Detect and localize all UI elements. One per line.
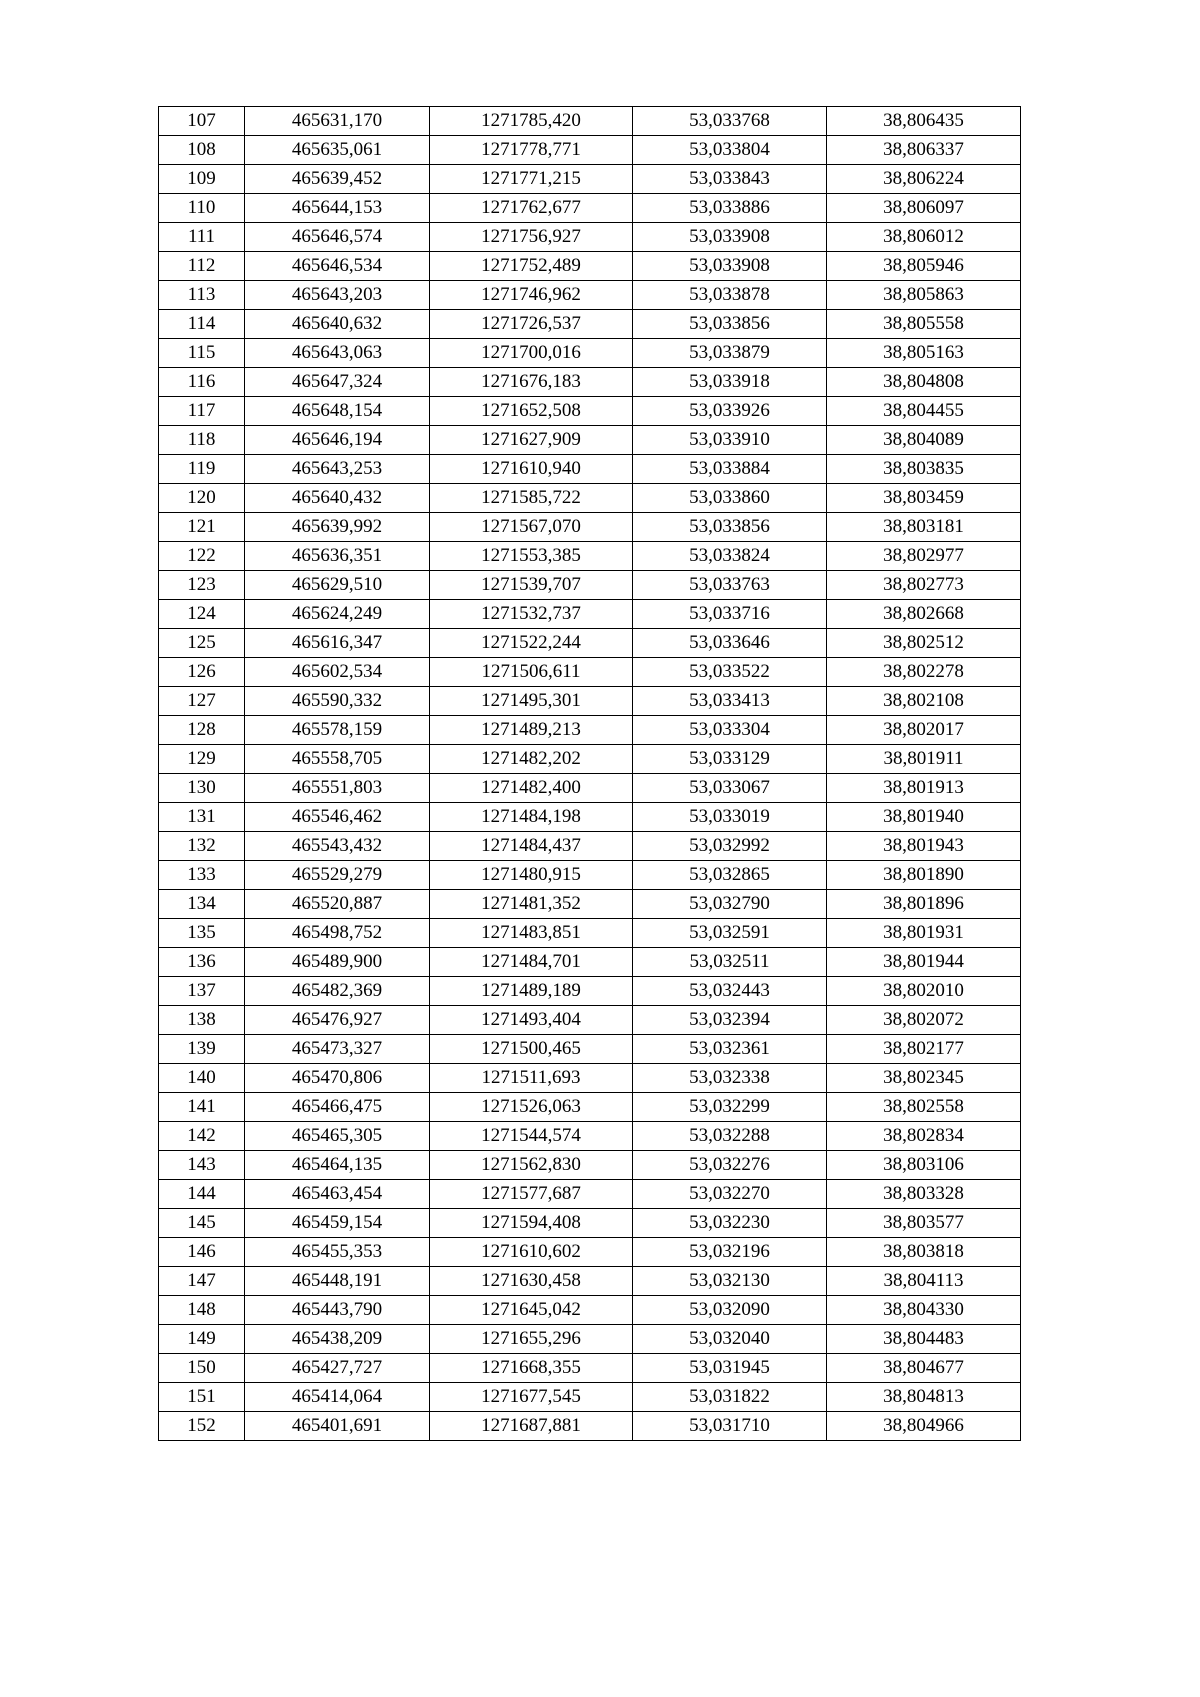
- y-coordinate-cell: 1271484,701: [430, 948, 633, 977]
- y-coordinate-cell: 1271700,016: [430, 339, 633, 368]
- point-number-cell: 139: [159, 1035, 245, 1064]
- latitude-cell: 53,033129: [633, 745, 827, 774]
- table-row: [159, 1180, 1021, 1209]
- longitude-cell: 38,802558: [827, 1093, 1021, 1122]
- point-number-cell: 124: [159, 600, 245, 629]
- latitude-cell: 53,032394: [633, 1006, 827, 1035]
- x-coordinate-cell: 465631,170: [245, 107, 430, 136]
- latitude-cell: 53,033926: [633, 397, 827, 426]
- latitude-cell: 53,033878: [633, 281, 827, 310]
- longitude-cell: 38,803328: [827, 1180, 1021, 1209]
- point-number-cell: 108: [159, 136, 245, 165]
- x-coordinate-cell: 465590,332: [245, 687, 430, 716]
- table-row: [159, 890, 1021, 919]
- latitude-cell: 53,033918: [633, 368, 827, 397]
- longitude-cell: 38,802977: [827, 542, 1021, 571]
- longitude-cell: 38,803459: [827, 484, 1021, 513]
- y-coordinate-cell: 1271752,489: [430, 252, 633, 281]
- table-row: [159, 977, 1021, 1006]
- table-row: [159, 397, 1021, 426]
- longitude-cell: 38,804677: [827, 1354, 1021, 1383]
- latitude-cell: 53,032276: [633, 1151, 827, 1180]
- latitude-cell: 53,033804: [633, 136, 827, 165]
- y-coordinate-cell: 1271627,909: [430, 426, 633, 455]
- point-number-cell: 148: [159, 1296, 245, 1325]
- y-coordinate-cell: 1271532,737: [430, 600, 633, 629]
- longitude-cell: 38,802010: [827, 977, 1021, 1006]
- y-coordinate-cell: 1271484,437: [430, 832, 633, 861]
- latitude-cell: 53,033413: [633, 687, 827, 716]
- y-coordinate-cell: 1271484,198: [430, 803, 633, 832]
- coordinates-table-body: [159, 107, 1021, 1441]
- y-coordinate-cell: 1271677,545: [430, 1383, 633, 1412]
- point-number-cell: 138: [159, 1006, 245, 1035]
- x-coordinate-cell: 465482,369: [245, 977, 430, 1006]
- table-row: [159, 252, 1021, 281]
- latitude-cell: 53,032230: [633, 1209, 827, 1238]
- point-number-cell: 130: [159, 774, 245, 803]
- x-coordinate-cell: 465464,135: [245, 1151, 430, 1180]
- latitude-cell: 53,032288: [633, 1122, 827, 1151]
- coordinates-table: [158, 106, 1021, 1441]
- x-coordinate-cell: 465489,900: [245, 948, 430, 977]
- longitude-cell: 38,802072: [827, 1006, 1021, 1035]
- x-coordinate-cell: 465465,305: [245, 1122, 430, 1151]
- table-row: [159, 629, 1021, 658]
- table-row: [159, 426, 1021, 455]
- y-coordinate-cell: 1271676,183: [430, 368, 633, 397]
- x-coordinate-cell: 465463,454: [245, 1180, 430, 1209]
- latitude-cell: 53,032196: [633, 1238, 827, 1267]
- longitude-cell: 38,802834: [827, 1122, 1021, 1151]
- latitude-cell: 53,032511: [633, 948, 827, 977]
- table-row: [159, 1122, 1021, 1151]
- latitude-cell: 53,033856: [633, 310, 827, 339]
- point-number-cell: 122: [159, 542, 245, 571]
- y-coordinate-cell: 1271746,962: [430, 281, 633, 310]
- longitude-cell: 38,803818: [827, 1238, 1021, 1267]
- latitude-cell: 53,033910: [633, 426, 827, 455]
- x-coordinate-cell: 465551,803: [245, 774, 430, 803]
- latitude-cell: 53,033886: [633, 194, 827, 223]
- x-coordinate-cell: 465644,153: [245, 194, 430, 223]
- point-number-cell: 113: [159, 281, 245, 310]
- y-coordinate-cell: 1271482,202: [430, 745, 633, 774]
- x-coordinate-cell: 465466,475: [245, 1093, 430, 1122]
- point-number-cell: 145: [159, 1209, 245, 1238]
- longitude-cell: 38,805163: [827, 339, 1021, 368]
- y-coordinate-cell: 1271522,244: [430, 629, 633, 658]
- longitude-cell: 38,805558: [827, 310, 1021, 339]
- table-row: [159, 948, 1021, 977]
- table-row: [159, 165, 1021, 194]
- y-coordinate-cell: 1271762,677: [430, 194, 633, 223]
- longitude-cell: 38,806337: [827, 136, 1021, 165]
- x-coordinate-cell: 465640,432: [245, 484, 430, 513]
- point-number-cell: 128: [159, 716, 245, 745]
- latitude-cell: 53,032361: [633, 1035, 827, 1064]
- x-coordinate-cell: 465438,209: [245, 1325, 430, 1354]
- longitude-cell: 38,806224: [827, 165, 1021, 194]
- point-number-cell: 120: [159, 484, 245, 513]
- latitude-cell: 53,033763: [633, 571, 827, 600]
- table-row: [159, 281, 1021, 310]
- point-number-cell: 111: [159, 223, 245, 252]
- latitude-cell: 53,033884: [633, 455, 827, 484]
- table-row: [159, 107, 1021, 136]
- x-coordinate-cell: 465636,351: [245, 542, 430, 571]
- table-row: [159, 339, 1021, 368]
- y-coordinate-cell: 1271483,851: [430, 919, 633, 948]
- longitude-cell: 38,804089: [827, 426, 1021, 455]
- table-row: [159, 1383, 1021, 1412]
- y-coordinate-cell: 1271489,189: [430, 977, 633, 1006]
- longitude-cell: 38,805946: [827, 252, 1021, 281]
- y-coordinate-cell: 1271489,213: [430, 716, 633, 745]
- table-row: [159, 919, 1021, 948]
- point-number-cell: 123: [159, 571, 245, 600]
- latitude-cell: 53,033856: [633, 513, 827, 542]
- point-number-cell: 135: [159, 919, 245, 948]
- latitude-cell: 53,033879: [633, 339, 827, 368]
- longitude-cell: 38,802278: [827, 658, 1021, 687]
- y-coordinate-cell: 1271778,771: [430, 136, 633, 165]
- y-coordinate-cell: 1271562,830: [430, 1151, 633, 1180]
- latitude-cell: 53,033522: [633, 658, 827, 687]
- x-coordinate-cell: 465476,927: [245, 1006, 430, 1035]
- table-row: [159, 832, 1021, 861]
- table-row: [159, 571, 1021, 600]
- latitude-cell: 53,033908: [633, 223, 827, 252]
- y-coordinate-cell: 1271726,537: [430, 310, 633, 339]
- latitude-cell: 53,032591: [633, 919, 827, 948]
- y-coordinate-cell: 1271594,408: [430, 1209, 633, 1238]
- y-coordinate-cell: 1271480,915: [430, 861, 633, 890]
- point-number-cell: 121: [159, 513, 245, 542]
- point-number-cell: 112: [159, 252, 245, 281]
- y-coordinate-cell: 1271610,602: [430, 1238, 633, 1267]
- longitude-cell: 38,802668: [827, 600, 1021, 629]
- longitude-cell: 38,802177: [827, 1035, 1021, 1064]
- point-number-cell: 107: [159, 107, 245, 136]
- longitude-cell: 38,801913: [827, 774, 1021, 803]
- x-coordinate-cell: 465473,327: [245, 1035, 430, 1064]
- longitude-cell: 38,801890: [827, 861, 1021, 890]
- point-number-cell: 114: [159, 310, 245, 339]
- table-row: [159, 513, 1021, 542]
- longitude-cell: 38,803181: [827, 513, 1021, 542]
- x-coordinate-cell: 465498,752: [245, 919, 430, 948]
- point-number-cell: 129: [159, 745, 245, 774]
- latitude-cell: 53,033646: [633, 629, 827, 658]
- y-coordinate-cell: 1271785,420: [430, 107, 633, 136]
- y-coordinate-cell: 1271652,508: [430, 397, 633, 426]
- table-row: [159, 136, 1021, 165]
- latitude-cell: 53,032090: [633, 1296, 827, 1325]
- y-coordinate-cell: 1271630,458: [430, 1267, 633, 1296]
- table-row: [159, 1064, 1021, 1093]
- latitude-cell: 53,031822: [633, 1383, 827, 1412]
- x-coordinate-cell: 465643,203: [245, 281, 430, 310]
- x-coordinate-cell: 465629,510: [245, 571, 430, 600]
- point-number-cell: 146: [159, 1238, 245, 1267]
- table-row: [159, 1093, 1021, 1122]
- x-coordinate-cell: 465646,574: [245, 223, 430, 252]
- point-number-cell: 143: [159, 1151, 245, 1180]
- table-row: [159, 1238, 1021, 1267]
- x-coordinate-cell: 465401,691: [245, 1412, 430, 1441]
- table-row: [159, 600, 1021, 629]
- x-coordinate-cell: 465520,887: [245, 890, 430, 919]
- y-coordinate-cell: 1271645,042: [430, 1296, 633, 1325]
- table-row: [159, 1209, 1021, 1238]
- table-row: [159, 1412, 1021, 1441]
- y-coordinate-cell: 1271771,215: [430, 165, 633, 194]
- latitude-cell: 53,032040: [633, 1325, 827, 1354]
- point-number-cell: 142: [159, 1122, 245, 1151]
- point-number-cell: 126: [159, 658, 245, 687]
- x-coordinate-cell: 465635,061: [245, 136, 430, 165]
- y-coordinate-cell: 1271481,352: [430, 890, 633, 919]
- x-coordinate-cell: 465648,154: [245, 397, 430, 426]
- y-coordinate-cell: 1271567,070: [430, 513, 633, 542]
- table-row: [159, 745, 1021, 774]
- x-coordinate-cell: 465443,790: [245, 1296, 430, 1325]
- y-coordinate-cell: 1271610,940: [430, 455, 633, 484]
- table-row: [159, 1354, 1021, 1383]
- x-coordinate-cell: 465470,806: [245, 1064, 430, 1093]
- point-number-cell: 150: [159, 1354, 245, 1383]
- point-number-cell: 127: [159, 687, 245, 716]
- y-coordinate-cell: 1271511,693: [430, 1064, 633, 1093]
- x-coordinate-cell: 465455,353: [245, 1238, 430, 1267]
- point-number-cell: 149: [159, 1325, 245, 1354]
- table-row: [159, 1006, 1021, 1035]
- point-number-cell: 140: [159, 1064, 245, 1093]
- table-row: [159, 716, 1021, 745]
- point-number-cell: 115: [159, 339, 245, 368]
- latitude-cell: 53,032992: [633, 832, 827, 861]
- point-number-cell: 125: [159, 629, 245, 658]
- table-row: [159, 1267, 1021, 1296]
- point-number-cell: 137: [159, 977, 245, 1006]
- x-coordinate-cell: 465543,432: [245, 832, 430, 861]
- longitude-cell: 38,801911: [827, 745, 1021, 774]
- x-coordinate-cell: 465639,992: [245, 513, 430, 542]
- latitude-cell: 53,033019: [633, 803, 827, 832]
- latitude-cell: 53,033304: [633, 716, 827, 745]
- table-row: [159, 542, 1021, 571]
- table-row: [159, 368, 1021, 397]
- y-coordinate-cell: 1271495,301: [430, 687, 633, 716]
- y-coordinate-cell: 1271577,687: [430, 1180, 633, 1209]
- y-coordinate-cell: 1271539,707: [430, 571, 633, 600]
- point-number-cell: 151: [159, 1383, 245, 1412]
- latitude-cell: 53,032790: [633, 890, 827, 919]
- latitude-cell: 53,032338: [633, 1064, 827, 1093]
- y-coordinate-cell: 1271756,927: [430, 223, 633, 252]
- x-coordinate-cell: 465427,727: [245, 1354, 430, 1383]
- table-row: [159, 1151, 1021, 1180]
- latitude-cell: 53,032865: [633, 861, 827, 890]
- longitude-cell: 38,803106: [827, 1151, 1021, 1180]
- x-coordinate-cell: 465643,063: [245, 339, 430, 368]
- x-coordinate-cell: 465546,462: [245, 803, 430, 832]
- longitude-cell: 38,804813: [827, 1383, 1021, 1412]
- y-coordinate-cell: 1271482,400: [430, 774, 633, 803]
- x-coordinate-cell: 465529,279: [245, 861, 430, 890]
- y-coordinate-cell: 1271687,881: [430, 1412, 633, 1441]
- point-number-cell: 141: [159, 1093, 245, 1122]
- longitude-cell: 38,804483: [827, 1325, 1021, 1354]
- longitude-cell: 38,801943: [827, 832, 1021, 861]
- table-row: [159, 455, 1021, 484]
- point-number-cell: 116: [159, 368, 245, 397]
- longitude-cell: 38,801940: [827, 803, 1021, 832]
- x-coordinate-cell: 465414,064: [245, 1383, 430, 1412]
- latitude-cell: 53,033716: [633, 600, 827, 629]
- longitude-cell: 38,802773: [827, 571, 1021, 600]
- latitude-cell: 53,033908: [633, 252, 827, 281]
- longitude-cell: 38,803835: [827, 455, 1021, 484]
- point-number-cell: 109: [159, 165, 245, 194]
- y-coordinate-cell: 1271500,465: [430, 1035, 633, 1064]
- x-coordinate-cell: 465640,632: [245, 310, 430, 339]
- point-number-cell: 110: [159, 194, 245, 223]
- y-coordinate-cell: 1271668,355: [430, 1354, 633, 1383]
- point-number-cell: 118: [159, 426, 245, 455]
- x-coordinate-cell: 465448,191: [245, 1267, 430, 1296]
- y-coordinate-cell: 1271493,404: [430, 1006, 633, 1035]
- longitude-cell: 38,801896: [827, 890, 1021, 919]
- latitude-cell: 53,032270: [633, 1180, 827, 1209]
- longitude-cell: 38,802017: [827, 716, 1021, 745]
- point-number-cell: 147: [159, 1267, 245, 1296]
- point-number-cell: 132: [159, 832, 245, 861]
- longitude-cell: 38,802345: [827, 1064, 1021, 1093]
- longitude-cell: 38,803577: [827, 1209, 1021, 1238]
- x-coordinate-cell: 465646,534: [245, 252, 430, 281]
- longitude-cell: 38,805863: [827, 281, 1021, 310]
- longitude-cell: 38,801931: [827, 919, 1021, 948]
- latitude-cell: 53,031945: [633, 1354, 827, 1383]
- latitude-cell: 53,032299: [633, 1093, 827, 1122]
- y-coordinate-cell: 1271655,296: [430, 1325, 633, 1354]
- x-coordinate-cell: 465647,324: [245, 368, 430, 397]
- latitude-cell: 53,032130: [633, 1267, 827, 1296]
- longitude-cell: 38,804330: [827, 1296, 1021, 1325]
- table-row: [159, 223, 1021, 252]
- x-coordinate-cell: 465646,194: [245, 426, 430, 455]
- point-number-cell: 131: [159, 803, 245, 832]
- longitude-cell: 38,804113: [827, 1267, 1021, 1296]
- y-coordinate-cell: 1271585,722: [430, 484, 633, 513]
- table-row: [159, 803, 1021, 832]
- y-coordinate-cell: 1271506,611: [430, 658, 633, 687]
- table-row: [159, 861, 1021, 890]
- longitude-cell: 38,806097: [827, 194, 1021, 223]
- point-number-cell: 119: [159, 455, 245, 484]
- latitude-cell: 53,032443: [633, 977, 827, 1006]
- x-coordinate-cell: 465616,347: [245, 629, 430, 658]
- table-row: [159, 774, 1021, 803]
- table-row: [159, 687, 1021, 716]
- table-row: [159, 194, 1021, 223]
- point-number-cell: 134: [159, 890, 245, 919]
- table-row: [159, 310, 1021, 339]
- x-coordinate-cell: 465578,159: [245, 716, 430, 745]
- x-coordinate-cell: 465459,154: [245, 1209, 430, 1238]
- longitude-cell: 38,804966: [827, 1412, 1021, 1441]
- longitude-cell: 38,804455: [827, 397, 1021, 426]
- point-number-cell: 133: [159, 861, 245, 890]
- x-coordinate-cell: 465602,534: [245, 658, 430, 687]
- latitude-cell: 53,033067: [633, 774, 827, 803]
- x-coordinate-cell: 465558,705: [245, 745, 430, 774]
- point-number-cell: 117: [159, 397, 245, 426]
- x-coordinate-cell: 465624,249: [245, 600, 430, 629]
- x-coordinate-cell: 465643,253: [245, 455, 430, 484]
- y-coordinate-cell: 1271553,385: [430, 542, 633, 571]
- longitude-cell: 38,806435: [827, 107, 1021, 136]
- table-row: [159, 1035, 1021, 1064]
- latitude-cell: 53,033860: [633, 484, 827, 513]
- longitude-cell: 38,801944: [827, 948, 1021, 977]
- longitude-cell: 38,804808: [827, 368, 1021, 397]
- longitude-cell: 38,802512: [827, 629, 1021, 658]
- longitude-cell: 38,802108: [827, 687, 1021, 716]
- longitude-cell: 38,806012: [827, 223, 1021, 252]
- table-row: [159, 484, 1021, 513]
- latitude-cell: 53,033768: [633, 107, 827, 136]
- latitude-cell: 53,033843: [633, 165, 827, 194]
- y-coordinate-cell: 1271526,063: [430, 1093, 633, 1122]
- table-row: [159, 1325, 1021, 1354]
- point-number-cell: 136: [159, 948, 245, 977]
- table-row: [159, 1296, 1021, 1325]
- point-number-cell: 152: [159, 1412, 245, 1441]
- table-row: [159, 658, 1021, 687]
- latitude-cell: 53,031710: [633, 1412, 827, 1441]
- x-coordinate-cell: 465639,452: [245, 165, 430, 194]
- latitude-cell: 53,033824: [633, 542, 827, 571]
- point-number-cell: 144: [159, 1180, 245, 1209]
- y-coordinate-cell: 1271544,574: [430, 1122, 633, 1151]
